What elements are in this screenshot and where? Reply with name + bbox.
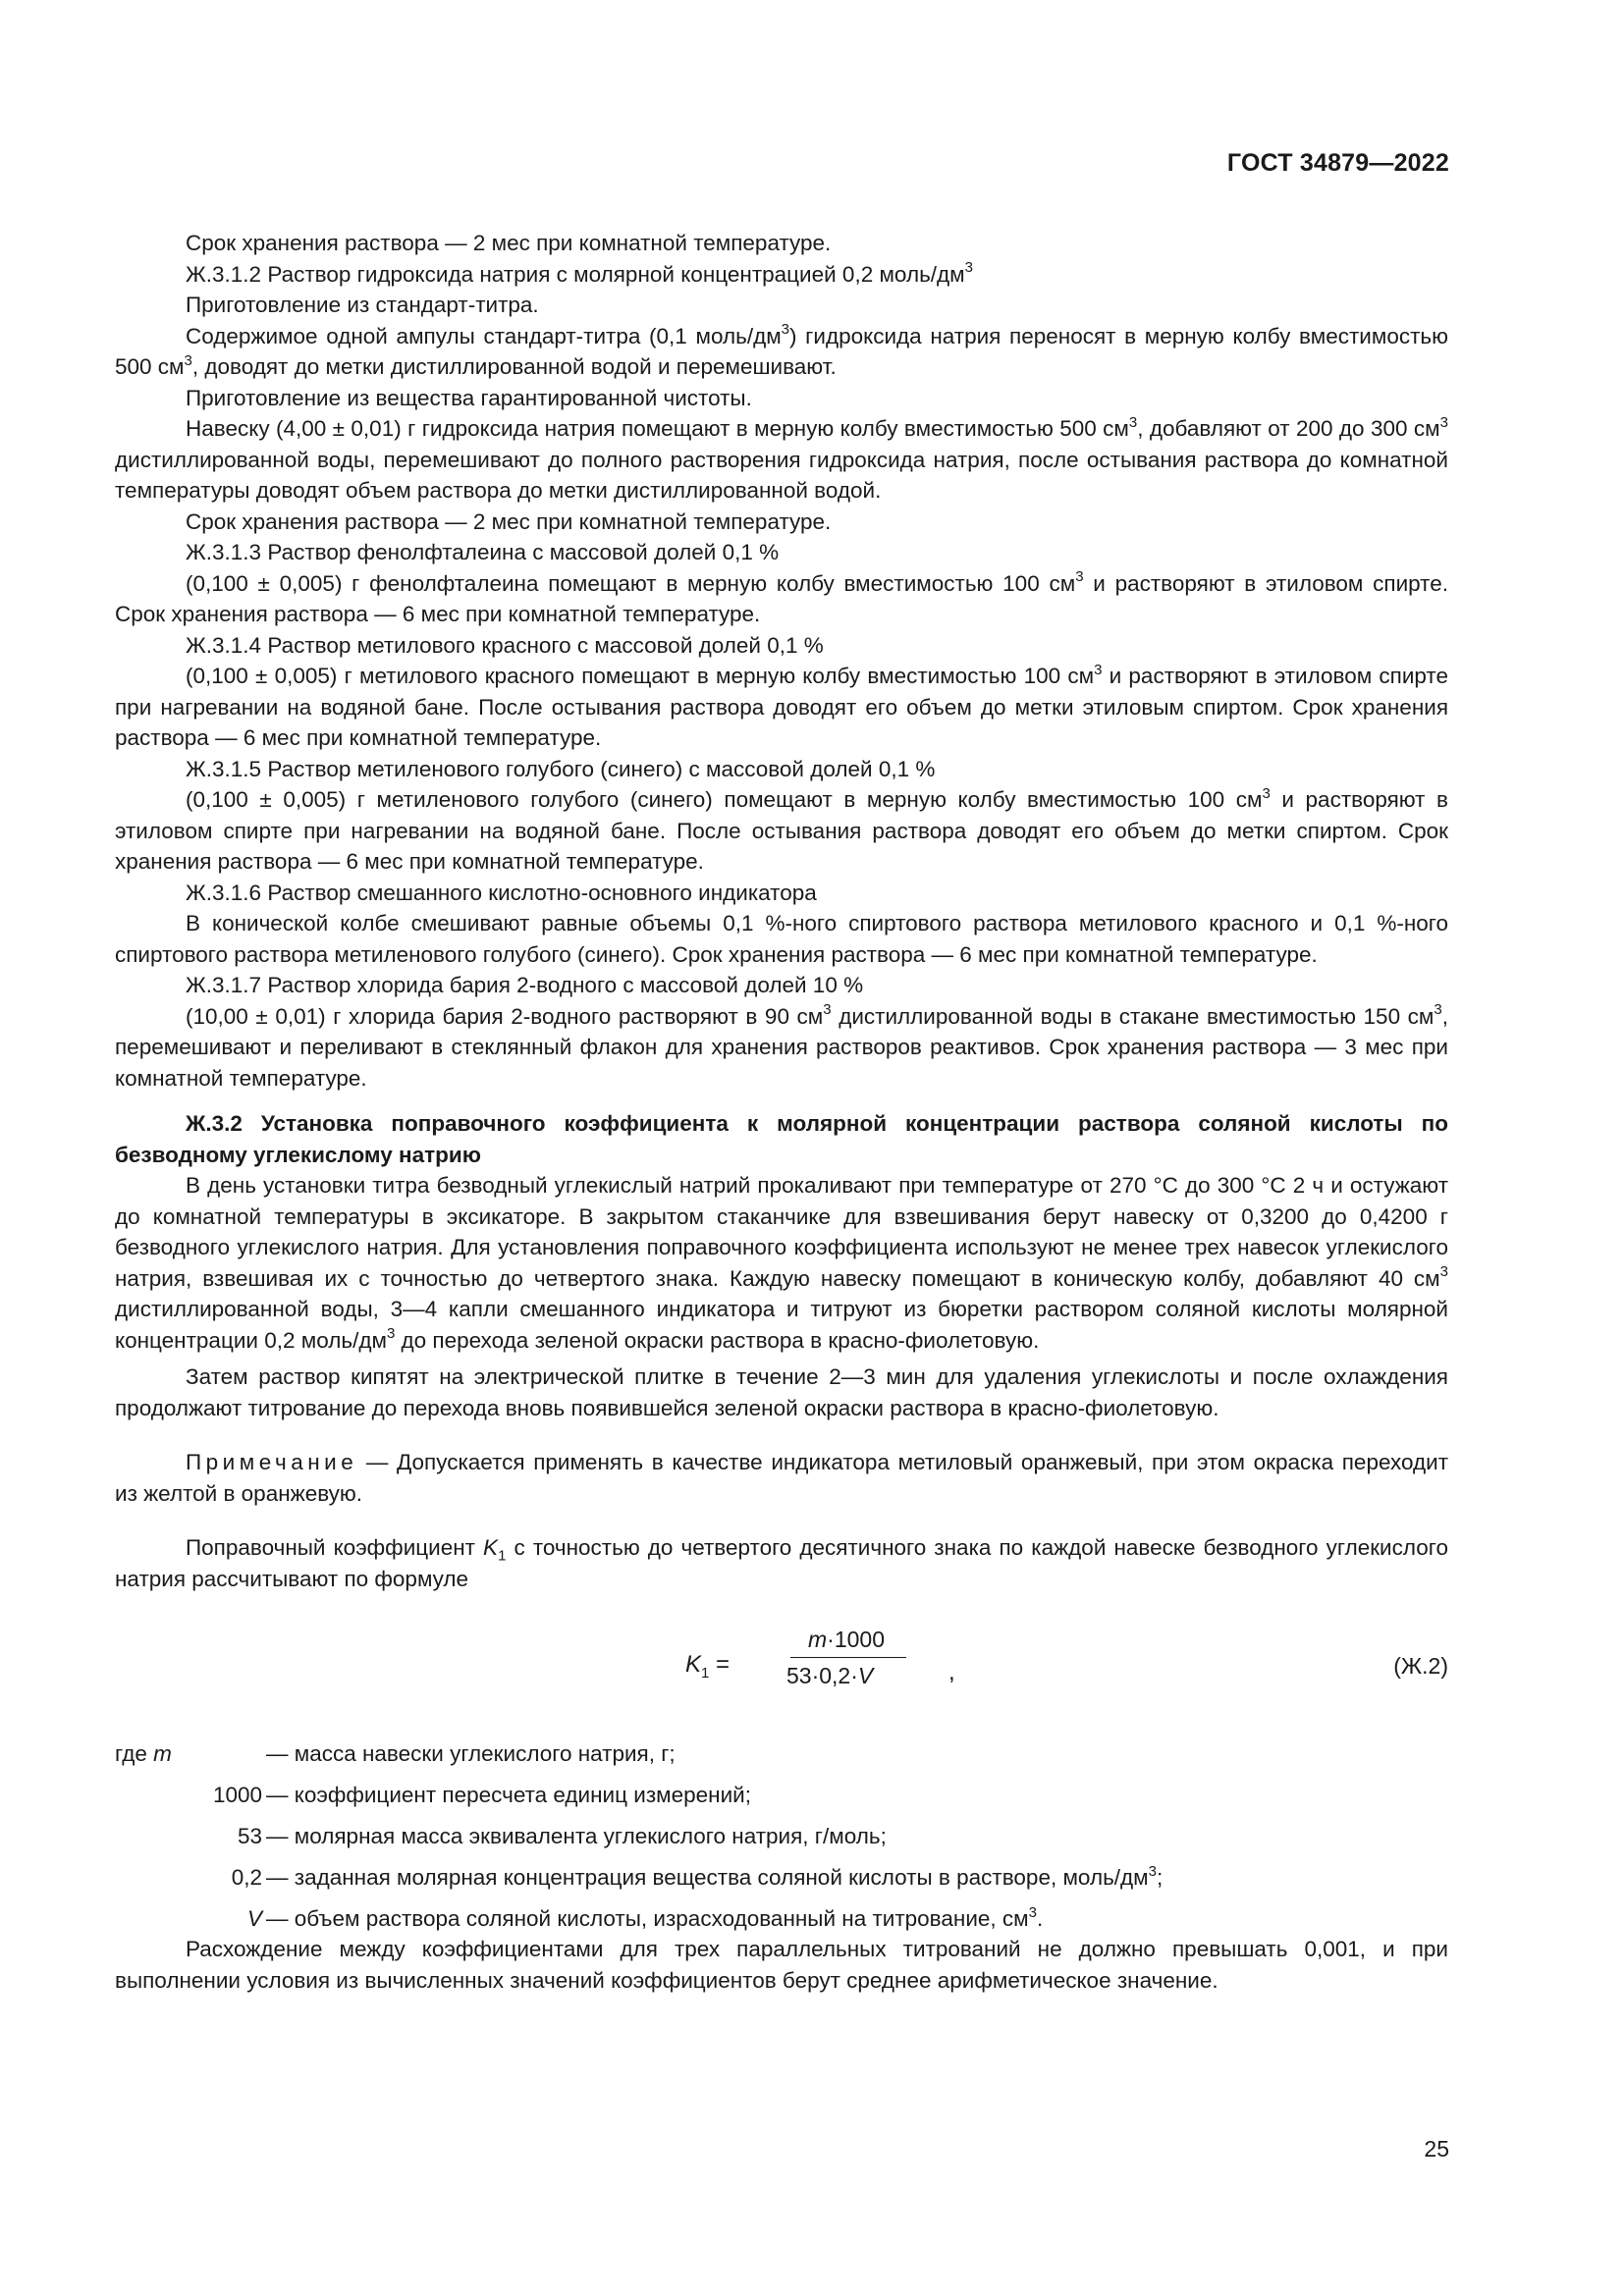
- paragraph: Затем раствор кипятят на электрической плитке в течение 2—3 мин для удаления углекислоты и после охлаждения продолжают титрование до перехода вновь появившейся зеленой окраски раствора в красно-фиолетовую.: [115, 1364, 1448, 1420]
- section-heading: Ж.3.2 Установка поправочного коэффициента к молярной концентрации раствора соляной кислоты по безводному углекислому натрию: [115, 1111, 1448, 1167]
- note-label: Примечание: [186, 1450, 358, 1474]
- subsection-title: Ж.3.1.3 Раствор фенолфталеина с массовой долей 0,1 %: [186, 540, 780, 564]
- document-header: [1227, 149, 1449, 178]
- paragraph: (0,100 ± 0,005) г фенолфталеина помещают в мерную колбу вместимостью 100 $см^3$ и растворяют в этиловом спирте. Срок хранения раствора — 6 мес при комнатной температуре.: [115, 568, 1448, 626]
- definition-row: 0,2 — заданная молярная концентрация вещества соляной кислоты в растворе, моль/$дм^3$;: [231, 1862, 1164, 1890]
- paragraph: (10,00 ± 0,01) г хлорида бария 2-водного растворяют в 90 $см^3$ дистиллированной воды в стакане вместимостью 150 $см^3$, перемешивают и переливают в стеклянный флакон для хранения растворов реактивов. Срок хранения раствора — 3 мес при комнатной температуре.: [115, 1001, 1449, 1091]
- definition-row: V — объем раствора соляной кислоты, израсходованный на титрование, $см^3$.: [246, 1903, 1044, 1931]
- paragraph: (0,100 ± 0,005) г метиленового голубого (синего) помещают в мерную колбу вместимостью 100 $см^3$ и растворяют в этиловом спирте при нагревании на водяной бане. После остывания раствора доводят его объем до метки спиртом. Срок хранения раствора — 6 мес при комнатной температуре.: [115, 784, 1449, 874]
- formula-denominator: 53·0,2·V: [786, 1663, 874, 1688]
- paragraph: В день установки титра безводный углекислый натрий прокаливают при температуре от 270 °С до 300 °С 2 ч и остужают до комнатной температуры в эксикаторе. В закрытом стаканчике для взвешивания берут навеску от 0,3200 до 0,4200 г безводного углекислого натрия. Для установления поправочного коэффициента используют не менее трех навесок углекислого натрия, взвешивая их с точностью до четвертого знака. Каждую навеску помещают в коническую колбу, добавляют 40 $см^3$ дистиллированной воды, 3—4 капли смешанного индикатора и титруют из бюретки раствором соляной кислоты молярной концентрации 0,2 моль/$дм^3$ до перехода зеленой окраски раствора в красно-фиолетовую.: [115, 1173, 1448, 1353]
- definition-row: 1000 — коэффициент пересчета единиц измерений;: [212, 1783, 751, 1807]
- subsection-title: Ж.3.1.7 Раствор хлорида бария 2-водного с массовой долей 10 %: [186, 973, 864, 997]
- paragraph: Срок хранения раствора — 2 мес при комнатной температуре.: [186, 508, 832, 534]
- paragraph: Срок хранения раствора — 2 мес при комнатной температуре.: [186, 231, 832, 255]
- formula-numerator: m·1000: [808, 1627, 885, 1652]
- document-body: [115, 228, 1448, 1996]
- formula-fraction: [743, 1624, 949, 1691]
- definitions-list: [115, 1734, 1448, 1940]
- doc-id: ГОСТ 34879—2022: [1226, 149, 1449, 177]
- formula-number: (Ж.2): [1393, 1653, 1448, 1679]
- subsection-title: Ж.3.1.5 Раствор метиленового голубого (синего) с массовой долей 0,1 %: [186, 756, 936, 781]
- paragraph: Приготовление из вещества гарантированной чистоты.: [186, 385, 752, 410]
- subsection-title: Ж.3.1.2 Раствор гидроксида натрия с молярной концентрацией 0,2 моль/$дм^3$: [186, 259, 973, 287]
- paragraph: В конической колбе смешивают равные объемы 0,1 %-ного спиртового раствора метилового красного и 0,1 %-ного спиртового раствора метиленового голубого (синего). Срок хранения раствора — 6 мес при комнатной температуре.: [115, 911, 1448, 967]
- paragraph: Содержимое одной ампулы стандарт-титра (0,1 моль/$дм^3$) гидроксида натрия переносят в мерную колбу вместимостью 500 $см^3$, доводят до метки дистиллированной водой и перемешивают.: [115, 321, 1448, 379]
- definition-row: 53 — молярная масса эквивалента углекислого натрия, г/моль;: [237, 1824, 887, 1848]
- subsection-title: Ж.3.1.6 Раствор смешанного кислотно-основного индикатора: [186, 880, 817, 905]
- paragraph: Расхождение между коэффициентами для трех параллельных титрований не должно превышать 0,001, и при выполнении условия из вычисленных значений коэффициентов берут среднее арифметическое значение.: [115, 1937, 1448, 1993]
- definition-row: где m — масса навески углекислого натрия, г;: [115, 1741, 676, 1766]
- paragraph: Поправочный коэффициент $K_1$ с точностью до четвертого десятичного знака по каждой навеске безводного углекислого натрия рассчитывают по формуле: [115, 1535, 1448, 1591]
- page-number: 25: [1424, 2136, 1449, 2162]
- formula-lhs: $K_1$ =: [685, 1651, 731, 1682]
- subsection-title: Ж.3.1.4 Раствор метилового красного с массовой долей 0,1 %: [186, 632, 824, 658]
- paragraph: (0,100 ± 0,005) г метилового красного помещают в мерную колбу вместимостью 100 $см^3$ и растворяют в этиловом спирте при нагревании на водяной бане. После остывания раствора доводят его объем до метки этиловым спиртом. Срок хранения раствора — 6 мес при комнатной температуре.: [115, 661, 1449, 750]
- paragraph: Навеску (4,00 ± 0,01) г гидроксида натрия помещают в мерную колбу вместимостью 500 $см^3$, добавляют от 200 до 300 $см^3$ дистиллированной воды, перемешивают до полного растворения гидроксида натрия, после остывания раствора до комнатной температуры доводят объем раствора до метки дистиллированной водой.: [115, 413, 1448, 503]
- paragraph: Приготовление из стандарт-титра.: [186, 293, 539, 317]
- formula-zh2: [115, 1618, 1448, 1712]
- note: Примечание — Допускается применять в качестве индикатора метиловый оранжевый, при этом окраска переходит из желтой в оранжевую.: [115, 1450, 1448, 1506]
- formula-comma: ,: [948, 1659, 955, 1685]
